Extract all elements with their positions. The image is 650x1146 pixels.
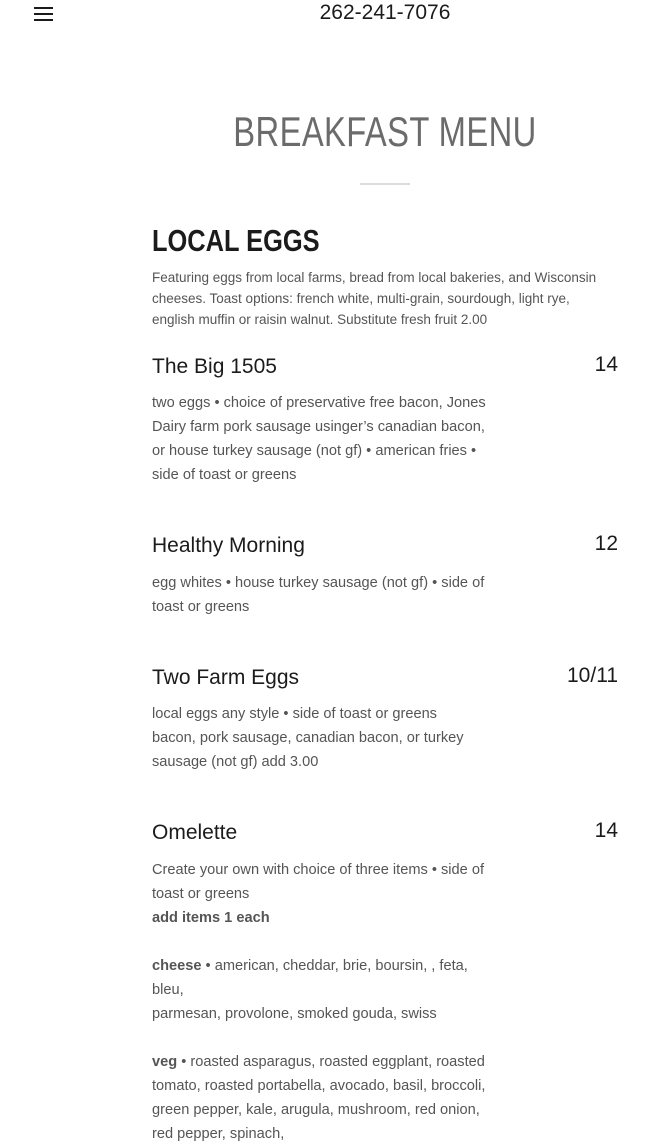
item-description: egg whites • house turkey sausage (not gf) • side of toast or greens xyxy=(152,575,485,615)
section-description: Featuring eggs from local farms, bread from local bakeries, and Wisconsin cheeses. Toast options: french white, multi-grain, sourdough, light rye, english muffin or raisin walnut. Substitute fresh fruit 2.00 xyxy=(152,270,597,327)
item-description: two eggs • choice of preservative free bacon, Jones Dairy farm pork sausage usinger’s canadian bacon, or house turkey sausage (not gf) • american fries • side of toast or greens xyxy=(152,395,486,483)
cheese-label: cheese xyxy=(152,958,202,974)
item-price: 12 xyxy=(594,532,618,555)
veg-label: veg xyxy=(152,1054,178,1070)
phone-link[interactable]: 262-241-7076 xyxy=(319,1,451,24)
item-description-line: bacon, pork sausage, canadian bacon, or turkey sausage (not gf) add 3.00 xyxy=(152,730,464,770)
menu-item xyxy=(152,534,618,619)
title-divider xyxy=(360,183,410,185)
site-header xyxy=(0,0,650,40)
item-name: Healthy Morning xyxy=(152,534,305,557)
cheese-list-continued: parmesan, provolone, smoked gouda, swiss xyxy=(152,1006,437,1022)
item-price: 10/11 xyxy=(567,664,618,687)
menu-item xyxy=(152,355,618,487)
item-description-line: Create your own with choice of three items • side of toast or greens xyxy=(152,862,485,902)
veg-list: • roasted asparagus, roasted eggplant, roasted tomato, roasted portabella, avocado, basil, broccoli, green pepper, kale, arugula, mushroom, red onion, red pepper, spinach, xyxy=(152,1054,486,1142)
item-name: Omelette xyxy=(152,821,238,844)
section-title: LOCAL EGGS xyxy=(152,223,320,258)
add-items-label: add items 1 each xyxy=(152,910,270,926)
item-description xyxy=(152,858,492,1146)
cheese-list: • american, cheddar, brie, boursin, , feta, bleu, xyxy=(152,958,468,998)
item-price: 14 xyxy=(594,819,618,842)
item-description xyxy=(152,702,492,774)
item-description-line: local eggs any style • side of toast or greens xyxy=(152,706,437,722)
item-price: 14 xyxy=(594,353,618,376)
item-name: The Big 1505 xyxy=(152,355,277,378)
page-title: BREAKFAST MENU xyxy=(233,108,537,155)
menu-item xyxy=(152,666,618,774)
item-name: Two Farm Eggs xyxy=(152,666,300,689)
menu-item xyxy=(152,821,618,1146)
